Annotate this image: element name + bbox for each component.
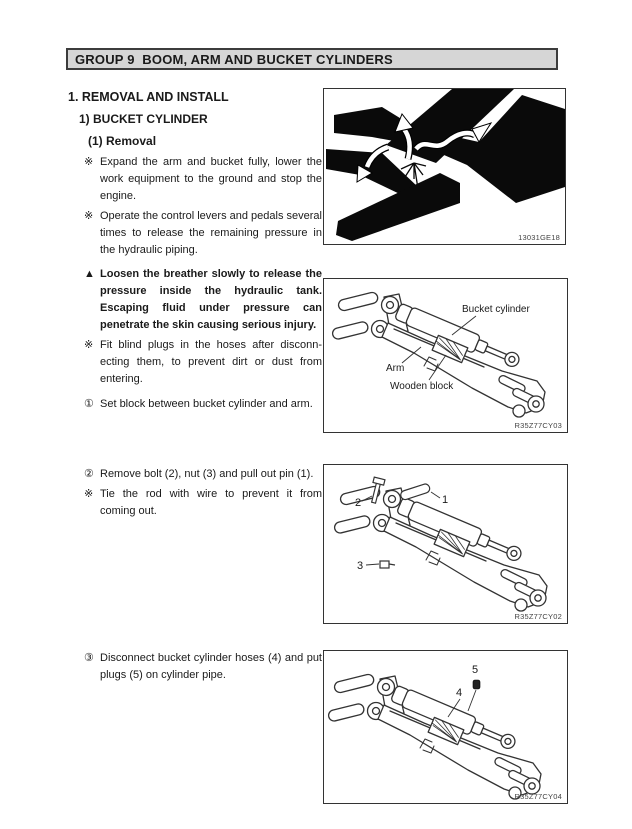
plug-part <box>473 680 480 689</box>
step-1-paragraph <box>84 396 322 413</box>
warning-paragraph <box>84 266 322 334</box>
procedure-text-group-3 <box>84 650 322 687</box>
warning-text: Loosen the breather slowly to release the pressure inside the hydraulic tank. Escaping fluid under pressure can penetrate the skin causing serious injury. <box>100 268 322 331</box>
note-text: Operate the control levers and pedals several times to release the remaining pressure in the hydraulic piping. <box>100 210 322 256</box>
circled-number-icon: ② <box>84 468 94 480</box>
note-text: Fit blind plugs in the hoses after disconn-ecting them, to prevent dirt or dust from entering. <box>100 339 322 385</box>
figure-code: R35Z77CY02 <box>514 612 562 621</box>
label-wooden-block: Wooden block <box>390 381 454 392</box>
warning-triangle-icon: ▲ <box>84 268 95 280</box>
figure-hose-disconnect <box>323 650 568 804</box>
callout-3: 3 <box>357 560 364 572</box>
step-text: Disconnect bucket cylinder hoses (4) and put plugs (5) on cylinder pipe. <box>100 652 322 681</box>
note-paragraph <box>84 337 322 388</box>
procedure-text-group-1 <box>84 154 322 416</box>
note-marker: ※ <box>84 156 94 168</box>
arm-assembly-illustration <box>324 279 567 432</box>
figure-wooden-block <box>323 278 568 433</box>
figure-code: R35Z77CY03 <box>514 421 562 430</box>
step-2-paragraph <box>84 466 322 483</box>
note-marker: ※ <box>84 488 94 500</box>
figure-code: 13031GE18 <box>518 233 560 242</box>
group-title-bar <box>66 48 558 70</box>
circled-number-icon: ① <box>84 398 94 410</box>
arm-assembly-illustration <box>324 465 567 623</box>
step-text: Set block between bucket cylinder and arm. <box>100 398 313 410</box>
note-text: Tie the rod with wire to prevent it from coming out. <box>100 488 322 517</box>
heading-removal: (1) Removal <box>88 134 157 148</box>
step-3-paragraph <box>84 650 322 684</box>
callout-2: 2 <box>355 497 362 509</box>
figure-pin-removal <box>323 464 568 624</box>
callout-5: 5 <box>472 664 479 676</box>
figure-code: R35Z77CY04 <box>514 792 562 801</box>
hand-injury-warning-icon <box>324 89 565 244</box>
callout-4: 4 <box>456 687 463 699</box>
procedure-text-group-2 <box>84 466 322 523</box>
page-title: GROUP 9 BOOM, ARM AND BUCKET CYLINDERS <box>75 51 393 67</box>
label-bucket-cylinder: Bucket cylinder <box>462 304 530 315</box>
label-arm: Arm <box>386 363 405 374</box>
figure-warning-pictogram <box>323 88 566 245</box>
note-marker: ※ <box>84 210 94 222</box>
note-paragraph <box>84 154 322 205</box>
arm-assembly-illustration <box>324 651 567 803</box>
heading-removal-and-install: 1. REMOVAL AND INSTALL <box>68 90 229 104</box>
step-text: Remove bolt (2), nut (3) and pull out pin (1). <box>100 468 314 480</box>
note-text: Expand the arm and bucket fully, lower the work equipment to the ground and stop the engine. <box>100 156 322 202</box>
callout-1: 1 <box>442 494 449 506</box>
heading-bucket-cylinder: 1) BUCKET CYLINDER <box>79 112 208 126</box>
note-paragraph <box>84 208 322 259</box>
note-paragraph <box>84 486 322 520</box>
note-marker: ※ <box>84 339 94 351</box>
circled-number-icon: ③ <box>84 652 94 664</box>
